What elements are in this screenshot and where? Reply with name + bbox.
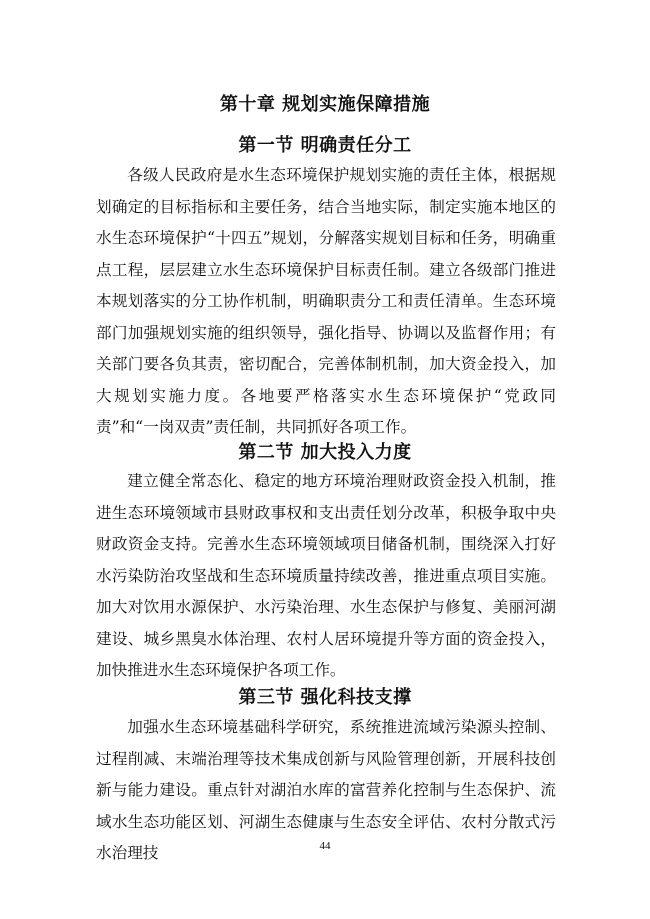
- section-title-2: 第二节 加大投入力度: [238, 442, 412, 463]
- section-paragraph-2: 建立健全常态化、稳定的地方环境治理财政资金投入机制，推进生态环境领域市县财政事权和支出责任划分改革，积极争取中央财政资金支持。完善水生态环境领域项目储备机制，围绕深入打好水污染防治攻坚战和生态环境质量持续改善，推进重点项目实施。加大对饮用水源保护、水污染治理、水生态保护与修复、美丽河湖建设、城乡黑臭水体治理、农村人居环境提升等方面的资金投入，加快推进水生态环境保护各项工作。: [96, 472, 556, 679]
- section-paragraph-3: 加强水生态环境基础科学研究，系统推进流域污染源头控制、过程削减、末端治理等技术集成创新与风险管理创新，开展科技创新与能力建设。重点针对湖泊水库的富营养化控制与生态保护、流域水生态功能区划、河湖生态健康与生态安全评估、农村分散式污水治理技: [96, 718, 556, 862]
- page-number: 44: [319, 840, 331, 852]
- chapter-title: 第十章 规划实施保障措施: [219, 94, 431, 115]
- section-title-1: 第一节 明确责任分工: [238, 135, 412, 156]
- section-paragraph-1: 各级人民政府是水生态环境保护规划实施的责任主体，根据规划确定的目标指标和主要任务，结合当地实际，制定实施本地区的水生态环境保护“十四五”规划，分解落实规划目标和任务，明确重点工程，层层建立水生态环境保护目标责任制。建立各级部门推进本规划落实的分工协作机制，明确职责分工和责任清单。生态环境部门加强规划实施的组织领导，强化指导、协调以及监督作用；有关部门要各负其责，密切配合，完善体制机制，加大资金投入，加大规划实施力度。各地要严格落实水生态环境保护“党政同责”和“一岗双责”责任制，共同抓好各项工作。: [96, 166, 556, 436]
- section-title-3: 第三节 强化科技支撑: [238, 687, 412, 708]
